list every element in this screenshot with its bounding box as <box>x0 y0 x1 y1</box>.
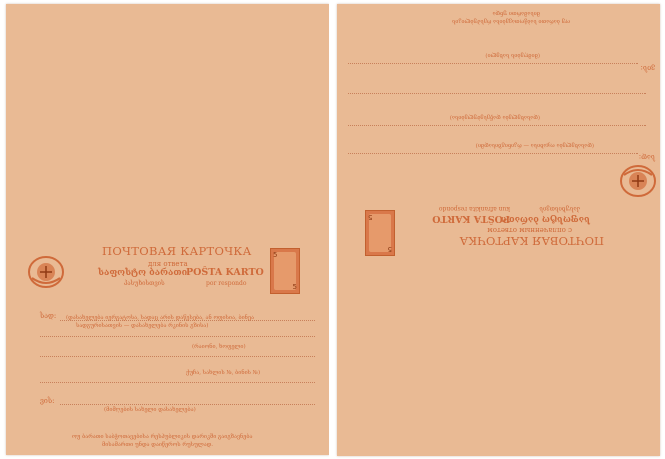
card-subtitle-ru: с оплаченным ответом <box>487 226 572 234</box>
card-title-ka: საფოსტო ბარათი <box>500 214 590 224</box>
addr-note-4: ქუჩა, სახლის №, ბინის №) <box>186 370 261 376</box>
to-note: (მიმღების სახელი დასახელება) <box>104 407 196 413</box>
address-line-4 <box>40 382 315 383</box>
note-c: (მიმღების სახელი) <box>485 52 540 58</box>
card-title-eo: POŜTA KARTO <box>186 267 264 278</box>
stamp-value-bottom: 5 <box>292 283 297 291</box>
addr-label: სად: <box>40 312 57 320</box>
card-subtitle-eo: kun afrankita respondo <box>438 205 510 212</box>
recipient-line <box>348 63 638 64</box>
footer-note-1: ოუ ბარათი საბჭოთავებისა რესპუბლიკის დარიკში გაიგზავნება <box>72 434 253 440</box>
postage-stamp-icon <box>270 248 300 294</box>
address-line-1 <box>348 153 638 154</box>
to-label: ვის: <box>40 397 55 405</box>
address-line-3 <box>348 93 646 94</box>
soviet-emblem-icon <box>26 254 66 290</box>
footer-note-2: მისამართი უნდა <box>492 10 540 16</box>
note-b: (დასახელება დაწესებულებისა) <box>449 114 540 120</box>
soviet-emblem-icon <box>618 163 658 199</box>
stamp-value-top: 5 <box>273 251 278 259</box>
addr-note-2: სადგურისათვის — დასახელება რკინის გზისა) <box>76 323 209 329</box>
to-label: ვის: <box>640 64 655 72</box>
card-title-ru: ПОЧТОВАЯ КАРТОЧКА <box>102 244 252 258</box>
card-title-ka: საფოსტო ბარათი <box>98 268 188 278</box>
reply-postcard-right <box>337 4 660 456</box>
address-line-2 <box>348 125 646 126</box>
addr-label: სად: <box>638 153 655 161</box>
card-gap <box>329 0 337 459</box>
postage-stamp-icon <box>365 210 395 256</box>
card-subtitle-eo: por respondo <box>206 280 247 287</box>
card-subtitle-ru: для ответа <box>148 260 188 268</box>
card-title-eo: POŜTA KARTO <box>432 213 510 224</box>
card-title-ru: ПОЧТОВАЯ КАРТОЧКА <box>459 234 604 248</box>
stamp-value-top: 5 <box>387 245 392 253</box>
footer-note-2: მისამართი უნდა დაიწეროს რუსულად. <box>102 442 214 448</box>
footer-note-1: ოუ ბარათი საბჭოთავებისა რესპუბლიკის <box>451 18 570 24</box>
stamp-value-bottom: 5 <box>368 213 373 221</box>
reply-postcard-left <box>6 4 329 455</box>
card-subtitle-ka: პასუხისთვის <box>539 205 580 212</box>
card-subtitle-ka: პასუხისთვის <box>124 280 165 287</box>
addr-note-3: (რაიონი, ხოფელი) <box>192 344 246 350</box>
address-line-3 <box>40 356 315 357</box>
address-line-2 <box>40 336 315 337</box>
recipient-line <box>60 404 315 405</box>
addr-note-1: (დასახელება იერგატოსა, სადაც არის დაწესება, ან ოფისია, ბინეა <box>66 315 254 321</box>
note-a: (დასახელება ოჯახისა — რკინიგზისადმი) <box>475 142 594 148</box>
